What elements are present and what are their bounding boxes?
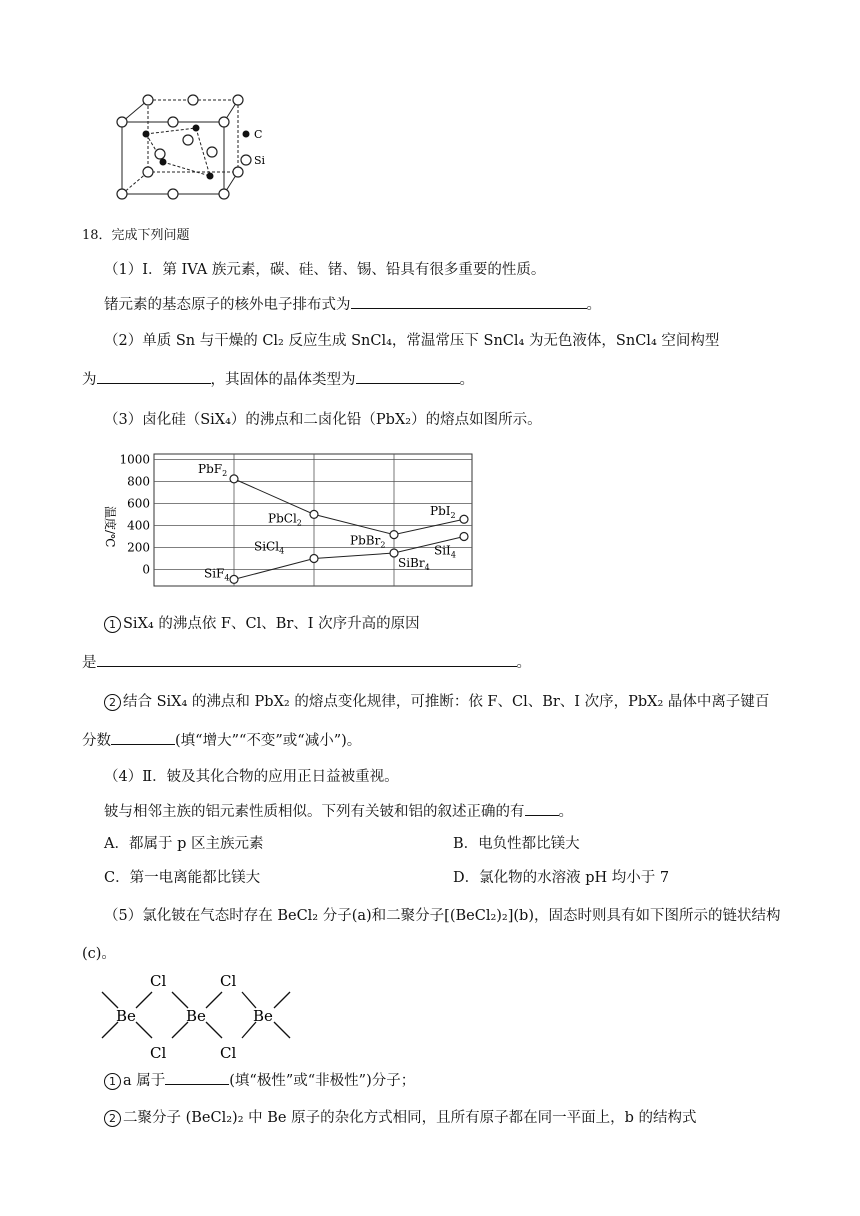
answer-blank-1[interactable]: [351, 294, 587, 309]
data-label: SiI$_4$: [434, 543, 456, 560]
legend-si-label: Si: [254, 154, 266, 167]
circled-number-1b: 1: [104, 1073, 121, 1090]
part5-q1-text-b: (填“极性”或“非极性”)分子；: [229, 1073, 416, 1089]
part3-q1-line1: [104, 614, 420, 634]
y-axis-label: 温度/℃: [103, 506, 117, 548]
data-point: [390, 531, 398, 539]
part2-line1: （2）单质 Sn 与干燥的 Cl₂ 反应生成 SnCl₄，常温常压下 SnCl₄ 为无色液体，SnCl₄ 空间构型: [104, 333, 720, 349]
data-point: [230, 575, 238, 583]
be-atom-3: Be: [253, 1007, 273, 1025]
answer-blank-5[interactable]: [111, 730, 175, 745]
part5-q1: [104, 1070, 415, 1091]
data-label: PbBr$_2$: [350, 533, 386, 550]
data-point: [460, 515, 468, 523]
legend-c-label: C: [254, 128, 263, 141]
part3-q2-line2: [82, 730, 361, 751]
be-atom-2: Be: [186, 1007, 206, 1025]
part2-line2: 为 ，其固体的晶体类型为 。: [82, 369, 474, 390]
part4-question-text: 铍与相邻主族的铝元素性质相似。下列有关铍和铝的叙述正确的有: [104, 804, 525, 820]
data-point: [460, 533, 468, 541]
question-title: 18．完成下列问题: [82, 228, 190, 243]
crystal-structure-figure: [108, 92, 278, 204]
cl-atom-top-2: Cl: [220, 972, 237, 990]
data-label: SiCl$_4$: [254, 539, 285, 556]
data-label: PbF$_2$: [198, 461, 228, 478]
part3-q1-line2: 是 。: [82, 652, 531, 673]
part1-intro: （1）Ⅰ．第 IVA 族元素，碳、硅、锗、锡、铅具有很多重要的性质。: [104, 262, 546, 278]
part3-q2-line1: [104, 692, 769, 712]
part3-q2-text-b: 分数: [82, 733, 111, 749]
part5-q1-text: a 属于: [123, 1073, 166, 1089]
part2-text-a: 为: [82, 372, 97, 388]
data-point: [230, 475, 238, 483]
part3-intro: （3）卤化硅（SiX₄）的沸点和二卤化铅（PbX₂）的熔点如图所示。: [104, 412, 542, 428]
answer-blank-3[interactable]: [356, 369, 460, 384]
option-b[interactable]: B．电负性都比镁大: [453, 836, 580, 852]
data-label: PbI$_2$: [430, 504, 456, 521]
be-atom-1: Be: [116, 1007, 136, 1025]
becl2-chain-structure: [96, 966, 306, 1064]
part5-q2-text: 二聚分子 (BeCl₂)₂ 中 Be 原子的杂化方式相同，且所有原子都在同一平面上，b 的结构式: [123, 1110, 697, 1126]
cl-atom-bottom-2: Cl: [220, 1044, 237, 1062]
part3-q2-text: 结合 SiX₄ 的沸点和 PbX₂ 的熔点变化规律，可推断：依 F、Cl、Br、I 次序，PbX₂ 晶体中离子键百: [123, 694, 770, 710]
y-tick-label: 200: [127, 540, 150, 555]
answer-blank-2[interactable]: [97, 369, 211, 384]
data-label: SiBr$_4$: [398, 556, 430, 572]
cl-atom-bottom-1: Cl: [150, 1044, 167, 1062]
y-tick-label: 400: [127, 518, 150, 533]
option-c[interactable]: C．第一电离能都比镁大: [104, 870, 261, 886]
part1-question: 锗元素的基态原子的核外电子排布式为 。: [104, 294, 601, 315]
data-label: SiF$_4$: [204, 566, 230, 583]
part3-q1-text-b: 是: [82, 655, 97, 671]
part4-intro: （4）Ⅱ．铍及其化合物的应用正日益被重视。: [104, 769, 399, 785]
answer-blank-6[interactable]: [525, 801, 559, 816]
cl-atom-top-1: Cl: [150, 972, 167, 990]
answer-blank-7[interactable]: [165, 1070, 229, 1085]
part3-q1-text: SiX₄ 的沸点依 F、Cl、Br、I 次序升高的原因: [123, 616, 420, 632]
part5-q2: [104, 1108, 696, 1128]
option-d[interactable]: D．氯化物的水溶液 pH 均小于 7: [453, 870, 670, 886]
part4-question: 铍与相邻主族的铝元素性质相似。下列有关铍和铝的叙述正确的有 。: [104, 801, 573, 822]
y-tick-label: 0: [142, 562, 150, 577]
part2-text-b: ，其固体的晶体类型为: [210, 372, 356, 388]
y-tick-label: 600: [127, 496, 150, 511]
part3-q2-text-c: (填“增大”“不变”或“减小”)。: [175, 733, 362, 749]
circled-number-2b: 2: [104, 1110, 121, 1127]
y-tick-label: 1000: [119, 452, 150, 467]
answer-blank-4[interactable]: [97, 652, 517, 667]
data-point: [390, 549, 398, 557]
part5-line1: （5）氯化铍在气态时存在 BeCl₂ 分子(a)和二聚分子[(BeCl₂)₂](b)，固态时则具有如下图所示的链状结构: [104, 908, 781, 924]
data-label: PbCl$_2$: [268, 511, 302, 528]
data-point: [310, 510, 318, 518]
option-a[interactable]: A．都属于 p 区主族元素: [104, 836, 264, 852]
part1-question-text: 锗元素的基态原子的核外电子排布式为: [104, 297, 351, 313]
circled-number-2: 2: [104, 694, 121, 711]
part5-line2: (c)。: [82, 946, 116, 962]
data-point: [310, 555, 318, 563]
circled-number-1: 1: [104, 616, 121, 633]
y-tick-label: 800: [127, 474, 150, 489]
melting-boiling-chart: [92, 444, 492, 596]
